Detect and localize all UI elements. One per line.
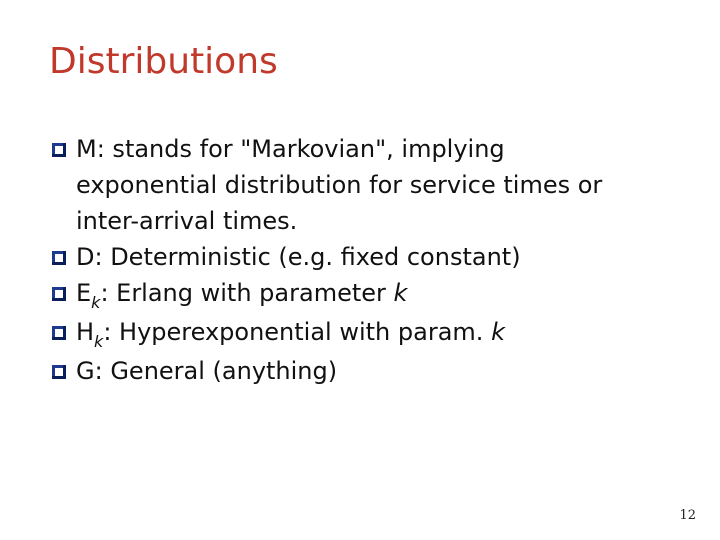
- distribution-symbol: G: [76, 357, 95, 385]
- bullet-line: [76, 353, 690, 389]
- bullet-text: : Erlang with parameter: [100, 279, 394, 307]
- bullet-list: [50, 131, 690, 389]
- parameter-symbol: k: [393, 279, 408, 307]
- square-bullet-icon: [52, 143, 66, 157]
- distribution-subscript: k: [94, 332, 104, 351]
- distribution-symbol: M: [76, 135, 97, 163]
- bullet-line: [76, 314, 690, 353]
- bullet-text: : Hyperexponential with param.: [103, 318, 492, 346]
- bullet-text: : stands for "Markovian", implying: [96, 135, 505, 163]
- slide-title: Distributions: [49, 41, 278, 82]
- bullet-item-deterministic: [50, 239, 690, 275]
- bullet-line: [76, 239, 690, 275]
- page-number: 12: [679, 508, 696, 523]
- distribution-symbol: D: [76, 243, 95, 271]
- parameter-symbol: k: [491, 318, 505, 346]
- bullet-item-general: [50, 353, 690, 389]
- square-bullet-icon: [52, 287, 66, 301]
- distribution-symbol: H: [76, 318, 95, 346]
- bullet-text: : Deterministic (e.g. fixed constant): [94, 243, 521, 271]
- bullet-item-erlang: [50, 275, 690, 314]
- square-bullet-icon: [52, 365, 66, 379]
- distribution-symbol: E: [76, 279, 92, 307]
- square-bullet-icon: [52, 326, 66, 340]
- bullet-text: : General (anything): [94, 357, 338, 385]
- distribution-subscript: k: [91, 293, 101, 312]
- bullet-item-hyperexponential: [50, 314, 690, 353]
- bullet-line: inter-arrival times.: [76, 207, 298, 235]
- bullet-item-markovian: [50, 131, 690, 239]
- bullet-line: [76, 275, 690, 314]
- bullet-line: [76, 131, 690, 167]
- square-bullet-icon: [52, 251, 66, 265]
- bullet-line: exponential distribution for service times or: [76, 171, 603, 199]
